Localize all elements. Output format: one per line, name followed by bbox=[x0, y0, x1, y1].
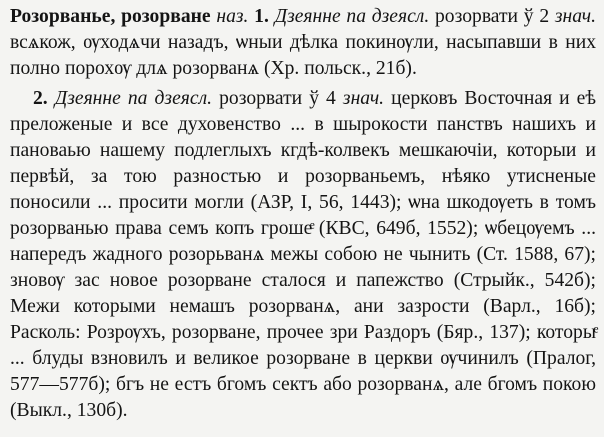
sense-1-ref-label: знач. bbox=[554, 6, 597, 27]
sense-1-definition: Дзеянне па дзеясл. bbox=[274, 6, 430, 27]
sense-number-1: 1. bbox=[254, 6, 269, 27]
sense-2-ref-prefix: ў 4 bbox=[309, 88, 336, 109]
sense-1-ref-prefix: ў 2 bbox=[523, 6, 550, 27]
dictionary-entry-sense-1 bbox=[10, 4, 596, 82]
sense-number-2: 2. bbox=[33, 88, 48, 109]
sense-1-citation: всѧкож, ѹходѧчи назадъ, ѡныи дѣлка покинѹли, насыпавши в них полно порохѹ длѧ розорванѧ (Хр. польск., 21б). bbox=[10, 32, 596, 79]
headword: Розорванье, розорване bbox=[10, 6, 211, 27]
sense-2-definition: Дзеянне па дзеясл. bbox=[54, 88, 213, 109]
part-of-speech-label: наз. bbox=[216, 6, 249, 27]
sense-2-ref-label: знач. bbox=[342, 88, 385, 109]
dictionary-entry-sense-2 bbox=[10, 86, 596, 424]
sense-2-citations: церковъ Восточная и еѣ преложеные и все духовенство ... в шырокости панствъ нашихъ и пановаью нашему подлеглыхъ кгдѣ-колвекъ мешкаючіи, которыи и первѣй, за тою разностью и розорваньемъ, нѣяко утисненые поносили ... просити могли (АЗР, I, 56, 1443); ѡна шкодѹеть в томъ розорванью права семъ копъ грошеͤ (КВС, 649б, 1552); ѡбецѹемъ ... напередъ жадного розорьванѧ межы собою не чынить (Ст. 1588, 67); зновѹ зас новое розорване сталося и папежство (Стрыйк., 542б); Межи которыми немашъ розорванѧ, ани зазрости (Варл., 16б); Расколь: Розрѹхъ, розорване, прочее зри Раздоръ (Бяр., 137); которыͤ ... блуды взновилъ и великое розорване в церкви ѹчинилъ (Пралог, 577—577б); бгъ не естъ бгомъ сектъ або розорванѧ, але бгомъ покою (Выкл., 130б). bbox=[10, 88, 597, 421]
sense-1-verb: розорвати bbox=[435, 6, 519, 27]
sense-2-verb: розорвати bbox=[219, 88, 303, 109]
